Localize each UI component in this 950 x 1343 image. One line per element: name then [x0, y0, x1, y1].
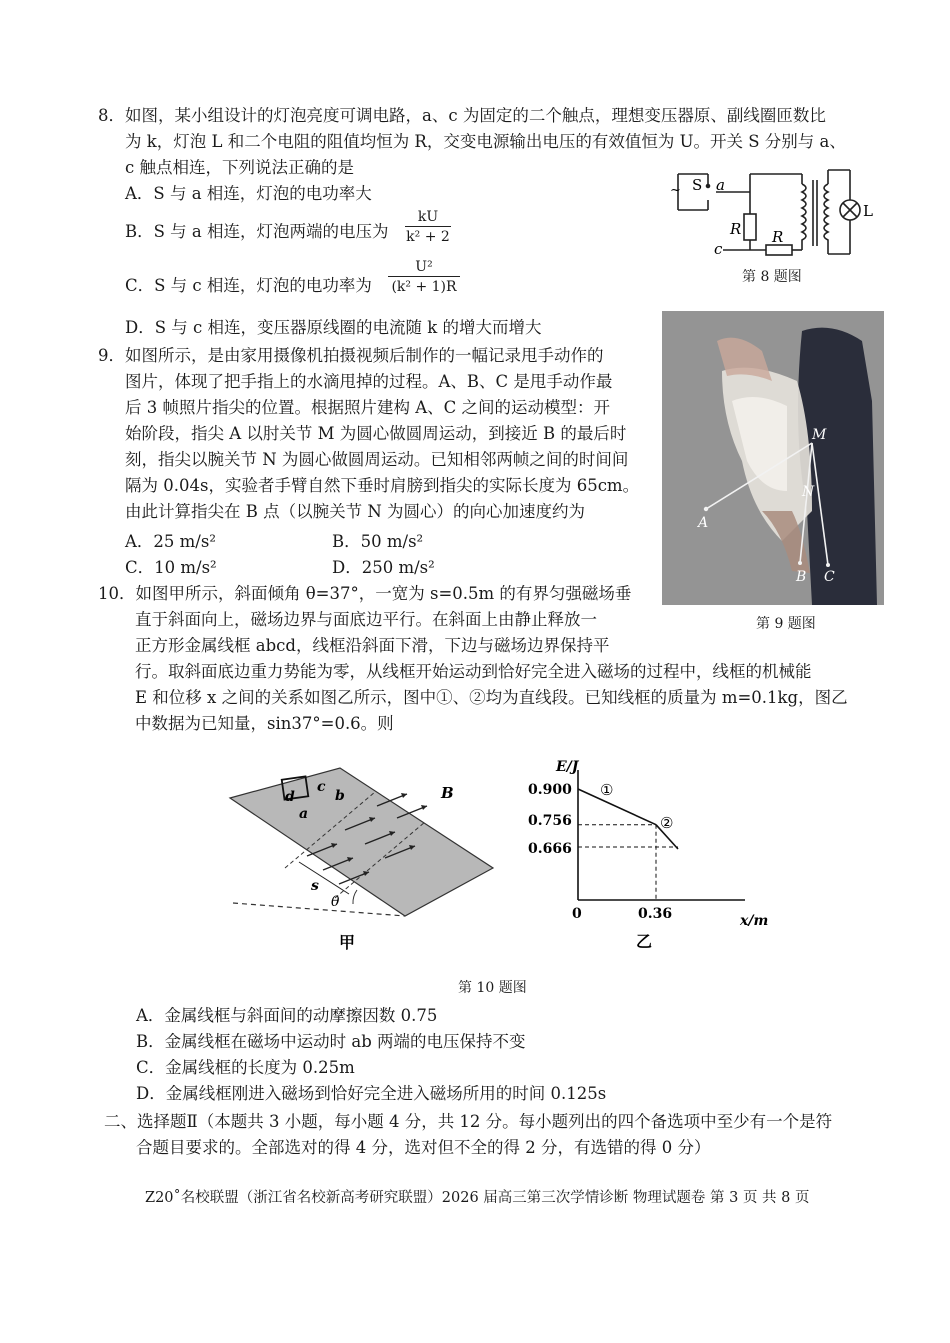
q8-option-b: B．S 与 a 相连，灯泡两端的电压为 — [125, 222, 389, 241]
q10-figure-caption: 第 10 题图 — [458, 980, 527, 996]
q8-option-c-denominator: (k² + 1)R — [391, 279, 457, 295]
q10-figure-jia-name: 甲 — [339, 933, 356, 952]
q8-label-l: L — [863, 202, 873, 220]
q8-stem-line2: 为 k，灯泡 L 和二个电阻的阻值均恒为 R，交变电源输出电压的有效值恒为 U。开关 S 分别与 a、 — [125, 132, 846, 151]
q10-graph-tick-y2: 0.756 — [528, 813, 572, 829]
q8-option-c-numerator: U² — [388, 258, 460, 277]
q9-stem-line3: 后 3 帧照片指尖的位置。根据照片建构 A、C 之间的运动模型：开 — [125, 398, 611, 417]
q10-stem-line1: 10．如图甲所示，斜面倾角 θ=37°，一宽为 s=0.5m 的有界匀强磁场垂 — [98, 584, 632, 603]
q8-option-b-fraction — [405, 208, 451, 247]
q9-label-m: M — [812, 427, 827, 443]
q10-figure-yi-name: 乙 — [636, 932, 653, 951]
q10-stem-line4: 行。取斜面底边重力势能为零，从线框开始运动到恰好完全进入磁场的过程中，线框的机械能 — [135, 662, 812, 681]
q10-option-d: D．金属线框刚进入磁场到恰好完全进入磁场所用的时间 0.125s — [136, 1084, 607, 1103]
q9-photo-figure — [662, 311, 884, 605]
q8-option-c-fraction — [388, 258, 460, 297]
q8-label-r1: R — [730, 220, 742, 238]
q10-label-theta: θ — [331, 894, 340, 910]
q10-option-a: A．金属线框与斜面间的动摩擦因数 0.75 — [136, 1006, 438, 1025]
q10-label-b: b — [335, 788, 345, 804]
q10-stem-line2: 直于斜面向上，磁场边界与面底边平行。在斜面上由静止释放一 — [135, 610, 597, 629]
q10-label-c: c — [317, 779, 326, 795]
section2-heading-line2: 合题目要求的。全部选对的得 4 分，选对但不全的得 2 分，有选错的得 0 分） — [136, 1138, 711, 1157]
q9-stem-line5: 刻，指尖以腕关节 N 为圆心做圆周运动。已知相邻两帧之间的时间间 — [125, 450, 629, 469]
q9-label-c: C — [824, 569, 835, 585]
q10-graph-seg1-label: ① — [600, 781, 614, 799]
q10-label-d: d — [285, 789, 295, 805]
q8-option-c: C．S 与 c 相连，灯泡的电功率为 — [125, 276, 372, 295]
q9-option-c: C．10 m/s² — [125, 558, 217, 577]
q9-label-b: B — [796, 569, 807, 585]
q8-option-b-numerator: kU — [405, 208, 451, 227]
q10-graph-tick-x1: 0.36 — [638, 906, 673, 922]
q10-graph-tick-x0: 0 — [572, 906, 582, 922]
q9-stem-line7: 由此计算指尖在 B 点（以腕关节 N 为圆心）的向心加速度约为 — [125, 502, 586, 521]
q8-figure-caption: 第 8 题图 — [742, 269, 802, 285]
section2-heading-line1: 二、选择题Ⅱ（本题共 3 小题，每小题 4 分，共 12 分。每小题列出的四个备选项中至少有一个是符 — [104, 1112, 833, 1131]
q10-graph-tick-y1: 0.900 — [528, 782, 572, 798]
q10-figure-jia — [225, 758, 515, 958]
q9-stem-line2: 图片，体现了把手指上的水滴甩掉的过程。A、B、C 是甩手动作最 — [125, 372, 613, 391]
page-footer: Z20˚名校联盟（浙江省名校新高考研究联盟）2026 届高三第三次学情诊断 物理试题卷 第 3 页 共 8 页 — [145, 1190, 810, 1206]
q10-graph-segment-1 — [578, 789, 656, 825]
q8-option-a: A．S 与 a 相连，灯泡的电功率大 — [125, 184, 372, 203]
q9-option-d: D．250 m/s² — [332, 558, 435, 577]
q10-stem-line5: E 和位移 x 之间的关系如图乙所示，图中①、②均为直线段。已知线框的质量为 m=0.1kg，图乙 — [135, 688, 848, 707]
q9-label-a: A — [698, 515, 709, 531]
q8-label-a: a — [716, 176, 725, 194]
q8-label-r2: R — [772, 228, 784, 246]
q9-option-b: B．50 m/s² — [332, 532, 424, 551]
q10-stem-line6: 中数据为已知量，sin37°=0.6。则 — [135, 714, 394, 733]
q9-option-a: A．25 m/s² — [125, 532, 216, 551]
q9-stem-line4: 始阶段，指尖 A 以肘关节 M 为圆心做圆周运动，到接近 B 的最后时 — [125, 424, 627, 443]
q8-label-s: S — [692, 176, 703, 194]
q10-graph-xlabel: x/m — [740, 913, 769, 929]
q8-stem-line3: c 触点相连，下列说法正确的是 — [125, 158, 354, 177]
q10-graph-ylabel: E/J — [556, 759, 579, 775]
q10-figure-yi — [520, 755, 790, 955]
q8-option-b-denominator: k² + 2 — [406, 229, 450, 245]
q9-figure-caption: 第 9 题图 — [756, 616, 816, 632]
q8-stem-line1: 8．如图，某小组设计的灯泡亮度可调电路，a、c 为固定的二个触点，理想变压器原、副线圈匝数比 — [98, 106, 826, 125]
q9-label-n: N — [802, 484, 815, 500]
q10-graph-tick-y3: 0.666 — [528, 841, 572, 857]
q8-source-symbol: ~ — [670, 183, 681, 198]
q9-stem-line1: 9．如图所示，是由家用摄像机拍摄视频后制作的一幅记录甩手动作的 — [98, 346, 604, 365]
q10-stem-line3: 正方形金属线框 abcd，线框沿斜面下滑，下边与磁场边界保持平 — [135, 636, 610, 655]
q8-label-c: c — [714, 240, 723, 258]
q10-graph-seg2-label: ② — [660, 814, 674, 832]
q10-label-a: a — [299, 806, 309, 822]
q8-circuit-figure — [668, 162, 898, 262]
q10-label-field-b: B — [441, 784, 454, 802]
q10-label-s: s — [311, 878, 319, 894]
q9-stem-line6: 隔为 0.04s，实验者手臂自然下垂时肩膀到指尖的实际长度为 65cm。 — [125, 476, 640, 495]
q10-option-b: B．金属线框在磁场中运动时 ab 两端的电压保持不变 — [136, 1032, 526, 1051]
q8-option-d: D．S 与 c 相连，变压器原线圈的电流随 k 的增大而增大 — [125, 318, 542, 337]
q10-option-c: C．金属线框的长度为 0.25m — [136, 1058, 355, 1077]
